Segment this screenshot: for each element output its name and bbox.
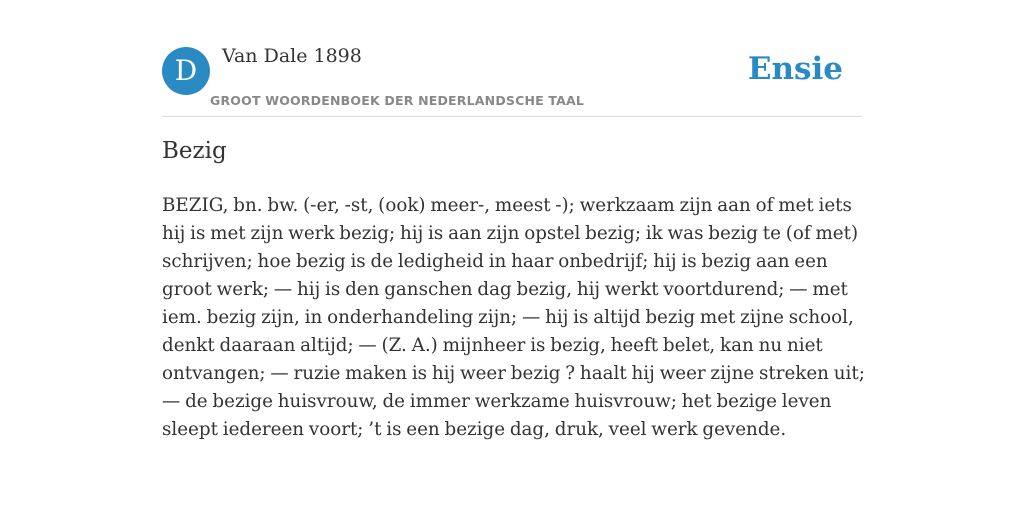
- source-logo[interactable]: D: [162, 47, 210, 95]
- definition-text: BEZIG, bn. bw. (-er, -st, (ook) meer-, meest -); werkzaam zijn aan of met iets hij is met zijn werk bezig; hij is aan zijn opstel bezig; ik was bezig te (of met) schrijven; hoe bezig is de ledigheid in haar onbedrijf; hij is bezig aan een groot werk; — hij is den ganschen dag bezig, hij werkt voortdurend; — met iem. bezig zijn, in onderhandeling zijn; — hij is altijd bezig met zijne school, denkt daaraan altijd; — (Z. A.) mijnheer is bezig, heeft belet, kan nu niet ontvangen; — ruzie maken is hij weer bezig ? haalt hij weer zijne streken uit; — de bezige huisvrouw, de immer werkzame huisvrouw; het bezige leven sleept iedereen voort; ’t is een bezige dag, druk, veel werk gevende.: [162, 195, 865, 440]
- brand-logo[interactable]: Ensie: [747, 51, 843, 87]
- headword: Bezig: [162, 138, 227, 164]
- source-title[interactable]: Van Dale 1898: [222, 45, 362, 67]
- header: [162, 0, 862, 117]
- source-subtitle: GROOT WOORDENBOEK DER NEDERLANDSCHE TAAL: [210, 93, 585, 108]
